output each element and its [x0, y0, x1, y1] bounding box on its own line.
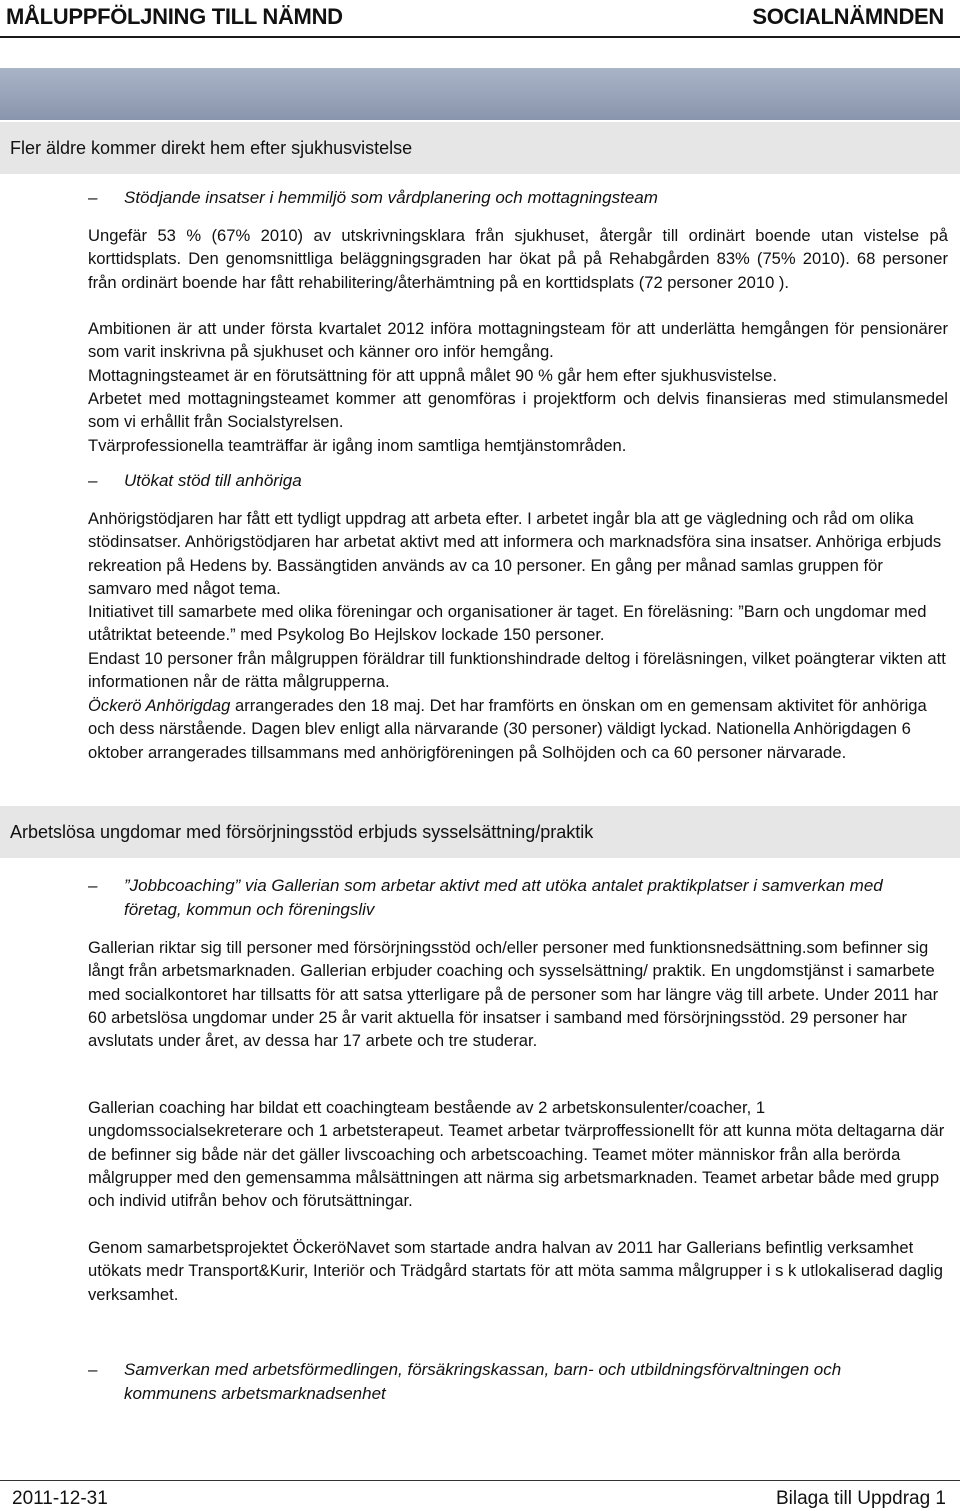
- page-header: [0, 0, 960, 38]
- paragraph-lecture-attendance: Endast 10 personer från målgruppen föräldrar till funktionshindrade deltog i föreläsningen, vilket poängterar vikten att informationen når de rätta målgrupperna.: [88, 649, 946, 692]
- paragraph-gallerian: Gallerian riktar sig till personer med försörjningsstöd och/eller personer med funktionsnedsättning.som befinner sig långt från arbetsmarknaden. Gallerian erbjuder coaching och sysselsättning/ praktik. En ungdomstjänst i samarbete med socialkontoret har tillsatts för att satsa ytterligare på de personer som har längre väg till arbete. Under 2011 har 60 arbetslösa ungdomar under 25 år varit aktuella för insatser i samband med försörjningsstöd. 29 personer har avslutats under året, av dessa har 17 arbete och tre studerar.: [88, 938, 939, 1051]
- header-banner: [0, 68, 960, 120]
- bullet-home-support: [88, 186, 908, 210]
- footer-attachment: Bilaga till Uppdrag 1: [775, 1488, 946, 1509]
- paragraph-discharge-stats: Ungefär 53 % (67% 2010) av utskrivningsklara från sjukhuset, återgår till ordinärt boende utan vistelse på korttidsplats. Den genomsnittliga beläggningsgraden har ökat på på Rehabgården 83% (75% 2010). 68 personer från ordinärt boende har fått rehabilitering/återhämtning på en korttidsplats (72 personer 2010 ).: [88, 226, 948, 292]
- bullet-jobbcoaching: [88, 874, 908, 922]
- paragraph-coaching-team: Gallerian coaching har bildat ett coachingteam bestående av 2 arbetskonsulenter/coacher, 1 ungdomssocialsekreterare och 1 arbetsterapeut. Teamet arbetar tvärproffessionellt för att kunna möta deltagarna där de befinner sig både när det gäller livscoaching och arbetscoaching. Teamet möter människor från alla berörda målgrupper med den gemensamma målsättningen att närma sig arbetsmarknaden. Teamet arbetar både med grupp och individ utifrån behov och förutsättningar.: [88, 1098, 945, 1211]
- bullet-dash: –: [88, 876, 98, 895]
- bullet-text: Samverkan med arbetsförmedlingen, försäkringskassan, barn- och utbildningsförvaltningen och kommunens arbetsmarknadsenhet: [124, 1360, 842, 1403]
- page-footer: [0, 1480, 960, 1511]
- bullet-relatives-support: [88, 469, 908, 493]
- bullet-collaboration: [88, 1358, 908, 1406]
- bullet-text: ”Jobbcoaching” via Gallerian som arbetar aktivt med att utöka antalet praktikplatser i samverkan med företag, kommun och föreningsliv: [124, 876, 883, 919]
- paragraph-ambition: Ambitionen är att under första kvartalet 2012 införa mottagningsteam för att underlätta hemgången för pensionärer som varit inskrivna på sjukhuset och känner oro inför hemgång.: [88, 319, 948, 362]
- bullet-dash: –: [88, 1360, 98, 1379]
- paragraph-relatives-supporter: Anhörigstödjaren har fått ett tydligt uppdrag att arbeta efter. I arbetet ingår bla att ge vägledning och råd om olika stödinsatser. Anhörigstödjaren har arbetat aktivt med att informera och marknadsföra sina insatser. Anhöriga erbjuds rekreation på Hedens by. Bassängtiden används av ca 10 personer. En gång per månad samlas gruppen för samvaro med något tema.: [88, 509, 942, 598]
- relatives-day-name: Öckerö Anhörigdag: [88, 696, 231, 715]
- paragraph-project: Arbetet med mottagningsteamet kommer att genomföras i projektform och delvis finansieras med stimulansmedel som vi erhållit från Socialstyrelsen.: [88, 389, 948, 432]
- header-title: MÅLUPPFÖLJNING TILL NÄMND: [6, 4, 343, 29]
- paragraph-team-goal: Mottagningsteamet är en förutsättning för att uppnå målet 90 % går hem efter sjukhusvistelse.: [88, 366, 778, 385]
- paragraph-initiative: Initiativet till samarbete med olika föreningar och organisationer är taget. En föreläsning: ”Barn och ungdomar med utåtriktat beteende.” med Psykolog Bo Hejlskov lockade 150 personer.: [88, 602, 927, 645]
- relatives-day-text: arrangerades den 18 maj. Det har framförts en önskan om en gemensam aktivitet för anhöriga och dess närstående. Dagen blev enligt alla närvarande (30 personer) väldigt lyckad. Nationella Anhörigdagen 6 oktober arrangerades tillsammans med anhörigföreningen på Solhöjden och ca 60 personer närvarade.: [88, 696, 927, 762]
- bullet-text: Stödjande insatser i hemmiljö som vårdplanering och mottagningsteam: [124, 188, 658, 207]
- paragraph-ockeronavet: Genom samarbetsprojektet ÖckeröNavet som startade andra halvan av 2011 har Gallerians befintlig verksamhet utökats medr Transport&Kurir, Interiör och Trädgård startats för att möta samma målgrupper i s k utlokaliserad daglig verksamhet.: [88, 1238, 943, 1304]
- section-heading-elderly: Fler äldre kommer direkt hem efter sjukhusvistelse: [0, 122, 960, 174]
- header-department: SOCIALNÄMNDEN: [752, 4, 944, 29]
- bullet-text: Utökat stöd till anhöriga: [124, 471, 302, 490]
- section-heading-unemployed-youth: Arbetslösa ungdomar med försörjningsstöd erbjuds sysselsättning/praktik: [0, 806, 960, 858]
- bullet-dash: –: [88, 188, 98, 207]
- bullet-dash: –: [88, 471, 98, 490]
- paragraph-relatives-day: [88, 694, 948, 764]
- footer-date: 2011-12-31: [12, 1488, 108, 1509]
- paragraph-team-meetings: Tvärprofessionella teamträffar är igång inom samtliga hemtjänstområden.: [88, 436, 627, 455]
